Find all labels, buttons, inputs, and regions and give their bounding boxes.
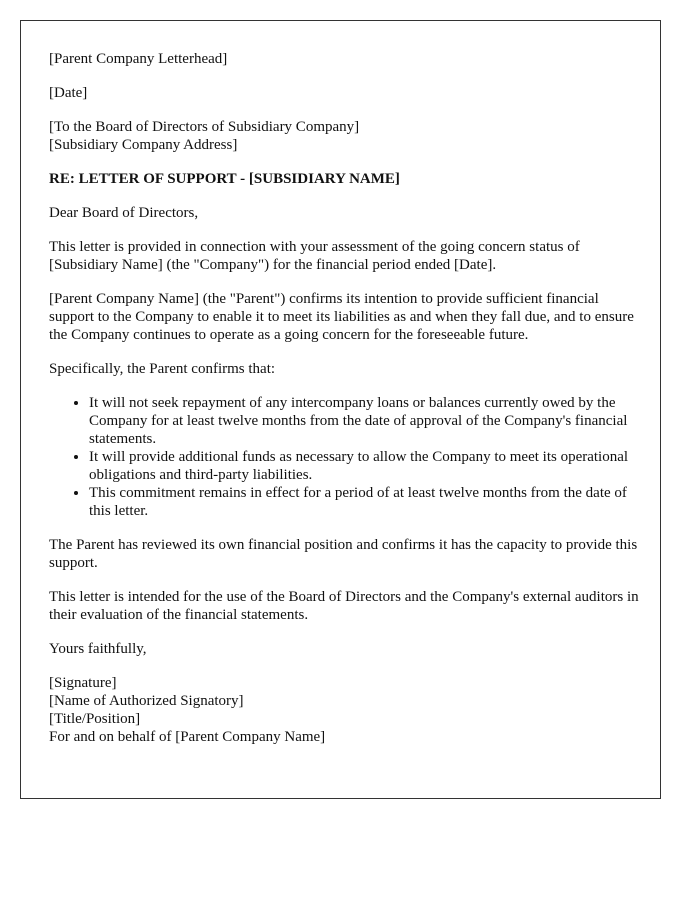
letter-content [49, 50, 639, 762]
body-paragraph: The Parent has reviewed its own financial position and confirms it has the capacity to provide this support. [49, 537, 638, 571]
salutation: Dear Board of Directors, [49, 205, 199, 221]
list-item: • It will provide additional funds as necessary to allow the Company to meet its operational obligations and third-party liabilities. [89, 448, 639, 484]
signature-block [49, 674, 639, 746]
list-item: • It will not seek repayment of any intercompany loans or balances currently owed by the Company for at least twelve months from the date of approval of the Company's financial statements. [89, 394, 639, 448]
signatory-name: [Name of Authorized Signatory] [49, 693, 244, 709]
signatory-title: [Title/Position] [49, 711, 141, 727]
letter-date: [Date] [49, 85, 88, 101]
recipient-line: [To the Board of Directors of Subsidiary Company] [49, 119, 360, 135]
body-paragraph: This letter is provided in connection with your assessment of the going concern status of [Subsidiary Name] (the "Company") for the financial period ended [Date]. [49, 239, 580, 273]
list-item: • This commitment remains in effect for a period of at least twelve months from the date of this letter. [89, 484, 639, 520]
letter-page [20, 20, 661, 799]
commitments-list [49, 394, 639, 520]
on-behalf-line: For and on behalf of [Parent Company Name] [49, 729, 326, 745]
body-paragraph: Specifically, the Parent confirms that: [49, 361, 276, 377]
subject-line: RE: LETTER OF SUPPORT - [SUBSIDIARY NAME] [49, 171, 400, 187]
body-paragraph: This letter is intended for the use of the Board of Directors and the Company's external auditors in their evaluation of the financial statements. [49, 589, 639, 623]
letterhead: [Parent Company Letterhead] [49, 51, 228, 67]
valediction: Yours faithfully, [49, 641, 147, 657]
signature-line: [Signature] [49, 675, 117, 691]
recipient-block [49, 118, 639, 154]
body-paragraph: [Parent Company Name] (the "Parent") confirms its intention to provide sufficient financial support to the Company to enable it to meet its liabilities as and when they fall due, and to ensure the Company continues to operate as a going concern for the foreseeable future. [49, 291, 634, 343]
recipient-address: [Subsidiary Company Address] [49, 137, 238, 153]
